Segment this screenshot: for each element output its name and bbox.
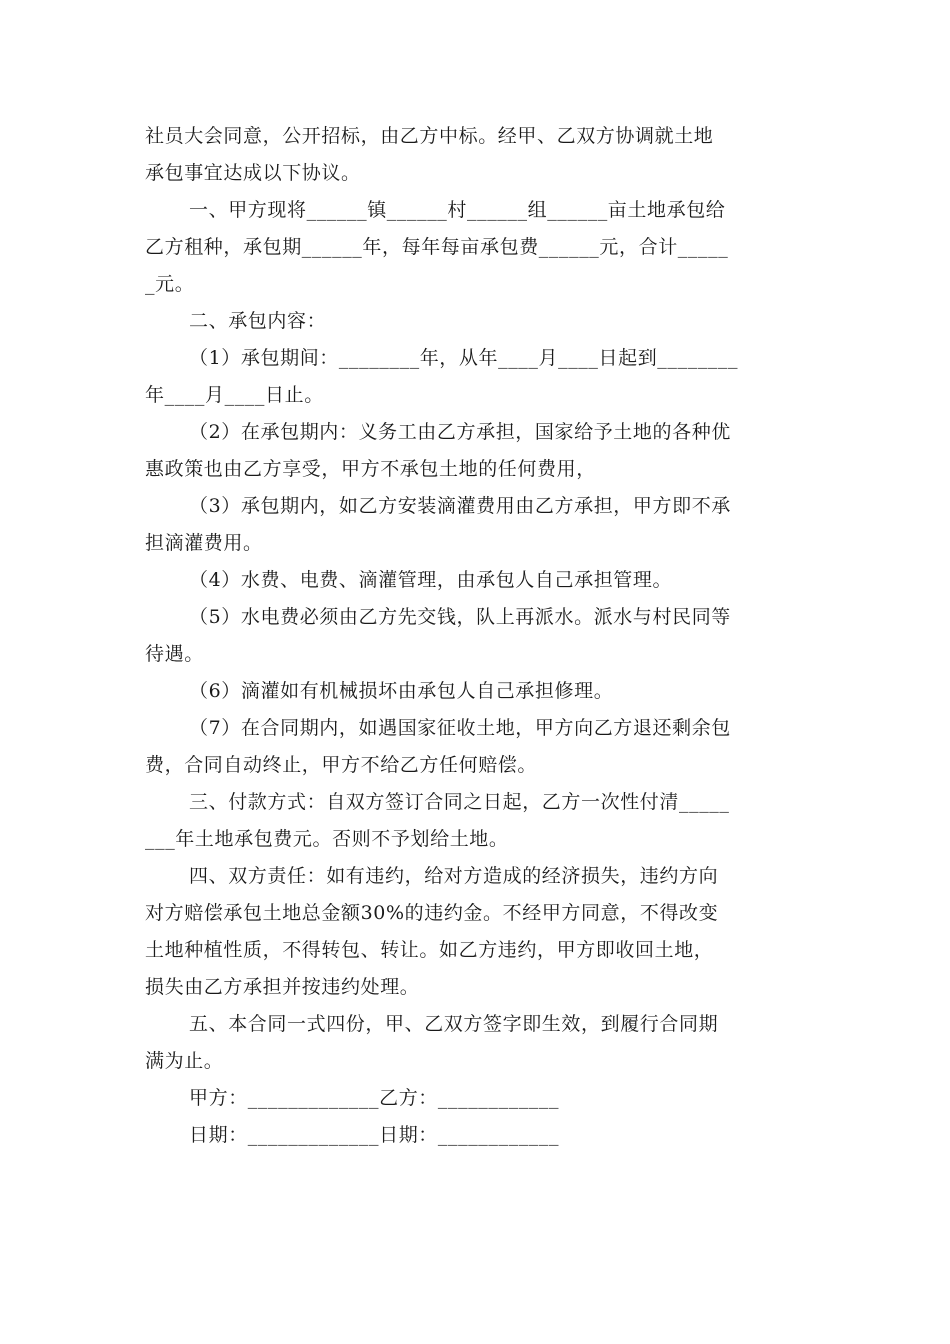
document-line: 担滴灌费用。	[145, 532, 263, 554]
document-body	[145, 118, 807, 1154]
document-line: （4）水费、电费、滴灌管理，由承包人自己承担管理。	[189, 569, 673, 591]
document-line: ___年土地承包费元。否则不予划给土地。	[145, 828, 509, 850]
document-line: 承包事宜达成以下协议。	[145, 162, 361, 184]
document-line: （6）滴灌如有机械损坏由承包人自己承担修理。	[189, 680, 614, 702]
document-line: 损失由乙方承担并按违约处理。	[145, 976, 420, 998]
document-line: 费，合同自动终止，甲方不给乙方任何赔偿。	[145, 754, 538, 776]
document-line: _元。	[145, 273, 195, 295]
document-line: 待遇。	[145, 643, 204, 665]
document-line: （2）在承包期内：义务工由乙方承担，国家给予土地的各种优	[189, 421, 731, 443]
document-line: 一、甲方现将______镇______村______组______亩土地承包给	[189, 199, 726, 221]
document-line: 惠政策也由乙方享受，甲方不承包土地的任何费用，	[145, 458, 596, 480]
document-line: 四、双方责任：如有违约，给对方造成的经济损失，违约方向	[189, 865, 719, 887]
document-line: 满为止。	[145, 1050, 224, 1072]
document-line: 二、承包内容：	[189, 310, 327, 332]
document-line: 土地种植性质，不得转包、转让。如乙方违约，甲方即收回土地，	[145, 939, 714, 961]
document-line: 甲方：_____________乙方：____________	[189, 1087, 560, 1109]
document-line: 日期：_____________日期：____________	[189, 1124, 560, 1146]
document-line: 对方赔偿承包土地总金额30%的违约金。不经甲方同意，不得改变	[145, 902, 719, 924]
document-line: 社员大会同意，公开招标，由乙方中标。经甲、乙双方协调就土地	[145, 125, 714, 147]
document-line: 年____月____日止。	[145, 384, 324, 406]
document-line: （5）水电费必须由乙方先交钱，队上再派水。派水与村民同等	[189, 606, 731, 628]
document-line: 乙方租种，承包期______年，每年每亩承包费______元，合计_____	[145, 236, 729, 258]
document-line: （3）承包期内，如乙方安装滴灌费用由乙方承担，甲方即不承	[189, 495, 731, 517]
document-line: 三、付款方式：自双方签订合同之日起，乙方一次性付清_____	[189, 791, 730, 813]
document-line: 五、本合同一式四份，甲、乙双方签字即生效，到履行合同期	[189, 1013, 719, 1035]
document-line: （7）在合同期内，如遇国家征收土地，甲方向乙方退还剩余包	[189, 717, 731, 739]
document-line: （1）承包期间：________年，从年____月____日起到________	[189, 347, 739, 369]
